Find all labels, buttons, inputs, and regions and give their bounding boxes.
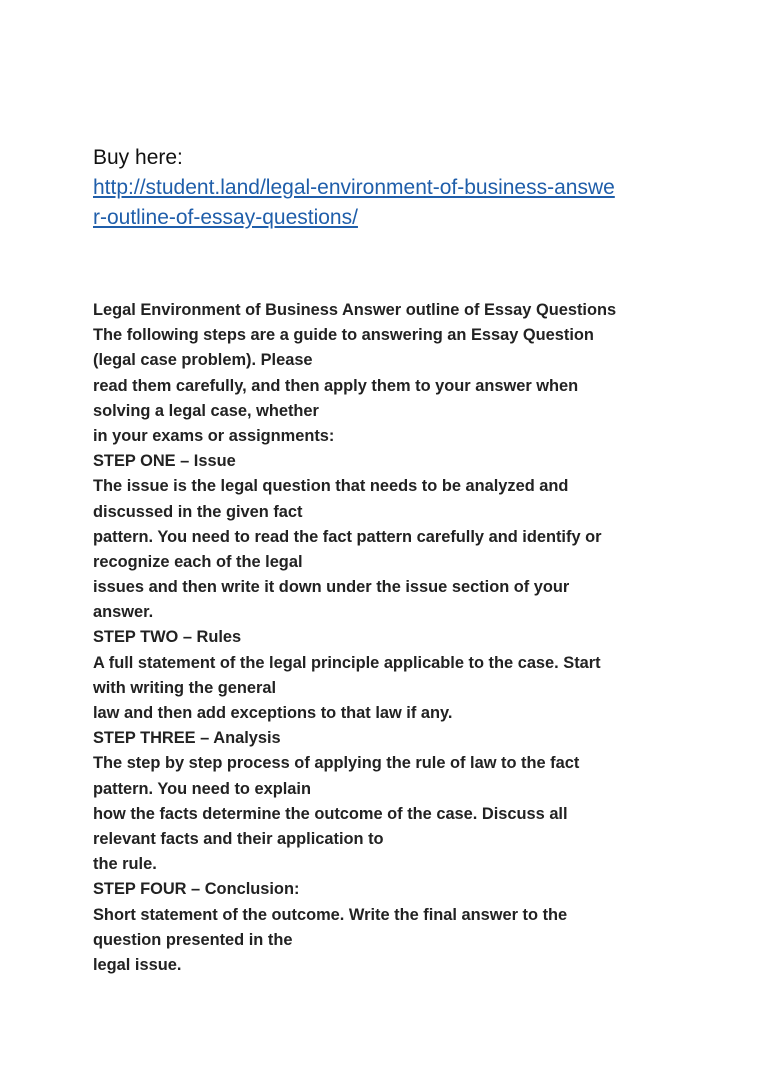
text-line: The following steps are a guide to answering an Essay Question	[93, 326, 594, 345]
buy-link-line-1[interactable]: http://student.land/legal-environment-of-business-answe	[93, 176, 615, 199]
document-title: Legal Environment of Business Answer outline of Essay Questions	[93, 301, 617, 319]
text-line: relevant facts and their application to	[93, 829, 384, 848]
text-line: The step by step process of applying the rule of law to the fact	[93, 754, 580, 773]
text-line: pattern. You need to read the fact pattern carefully and identify or	[93, 527, 602, 546]
text-line: discussed in the given fact	[93, 502, 303, 521]
step-three-heading: STEP THREE – Analysis	[93, 729, 281, 748]
text-line: The issue is the legal question that needs to be analyzed and	[93, 477, 569, 496]
text-line: the rule.	[93, 855, 157, 874]
text-line: solving a legal case, whether	[93, 401, 319, 420]
text-line: in your exams or assignments:	[93, 426, 335, 445]
text-line: A full statement of the legal principle applicable to the case. Start	[93, 653, 601, 672]
text-line: question presented in the	[93, 930, 293, 949]
text-line: recognize each of the legal	[93, 552, 303, 571]
text-line: read them carefully, and then apply them to your answer when	[93, 376, 579, 395]
text-line: how the facts determine the outcome of the case. Discuss all	[93, 804, 568, 823]
text-line: law and then add exceptions to that law if any.	[93, 704, 453, 722]
text-line: legal issue.	[93, 955, 182, 974]
text-line: answer.	[93, 603, 154, 622]
text-line: with writing the general	[93, 678, 277, 697]
text-line: pattern. You need to explain	[93, 779, 311, 798]
step-two-heading: STEP TWO – Rules	[93, 628, 242, 647]
text-line: issues and then write it down under the issue section of your	[93, 578, 570, 597]
buy-link-line-2[interactable]: r-outline-of-essay-questions/	[93, 206, 358, 229]
essay-outline-text	[93, 298, 693, 978]
text-line: (legal case problem). Please	[93, 351, 313, 370]
buy-label: Buy here:	[93, 146, 183, 169]
text-line: Short statement of the outcome. Write the final answer to the	[93, 905, 568, 924]
buy-section	[93, 143, 693, 233]
step-one-heading: STEP ONE – Issue	[93, 452, 236, 471]
step-four-heading: STEP FOUR – Conclusion:	[93, 880, 300, 899]
